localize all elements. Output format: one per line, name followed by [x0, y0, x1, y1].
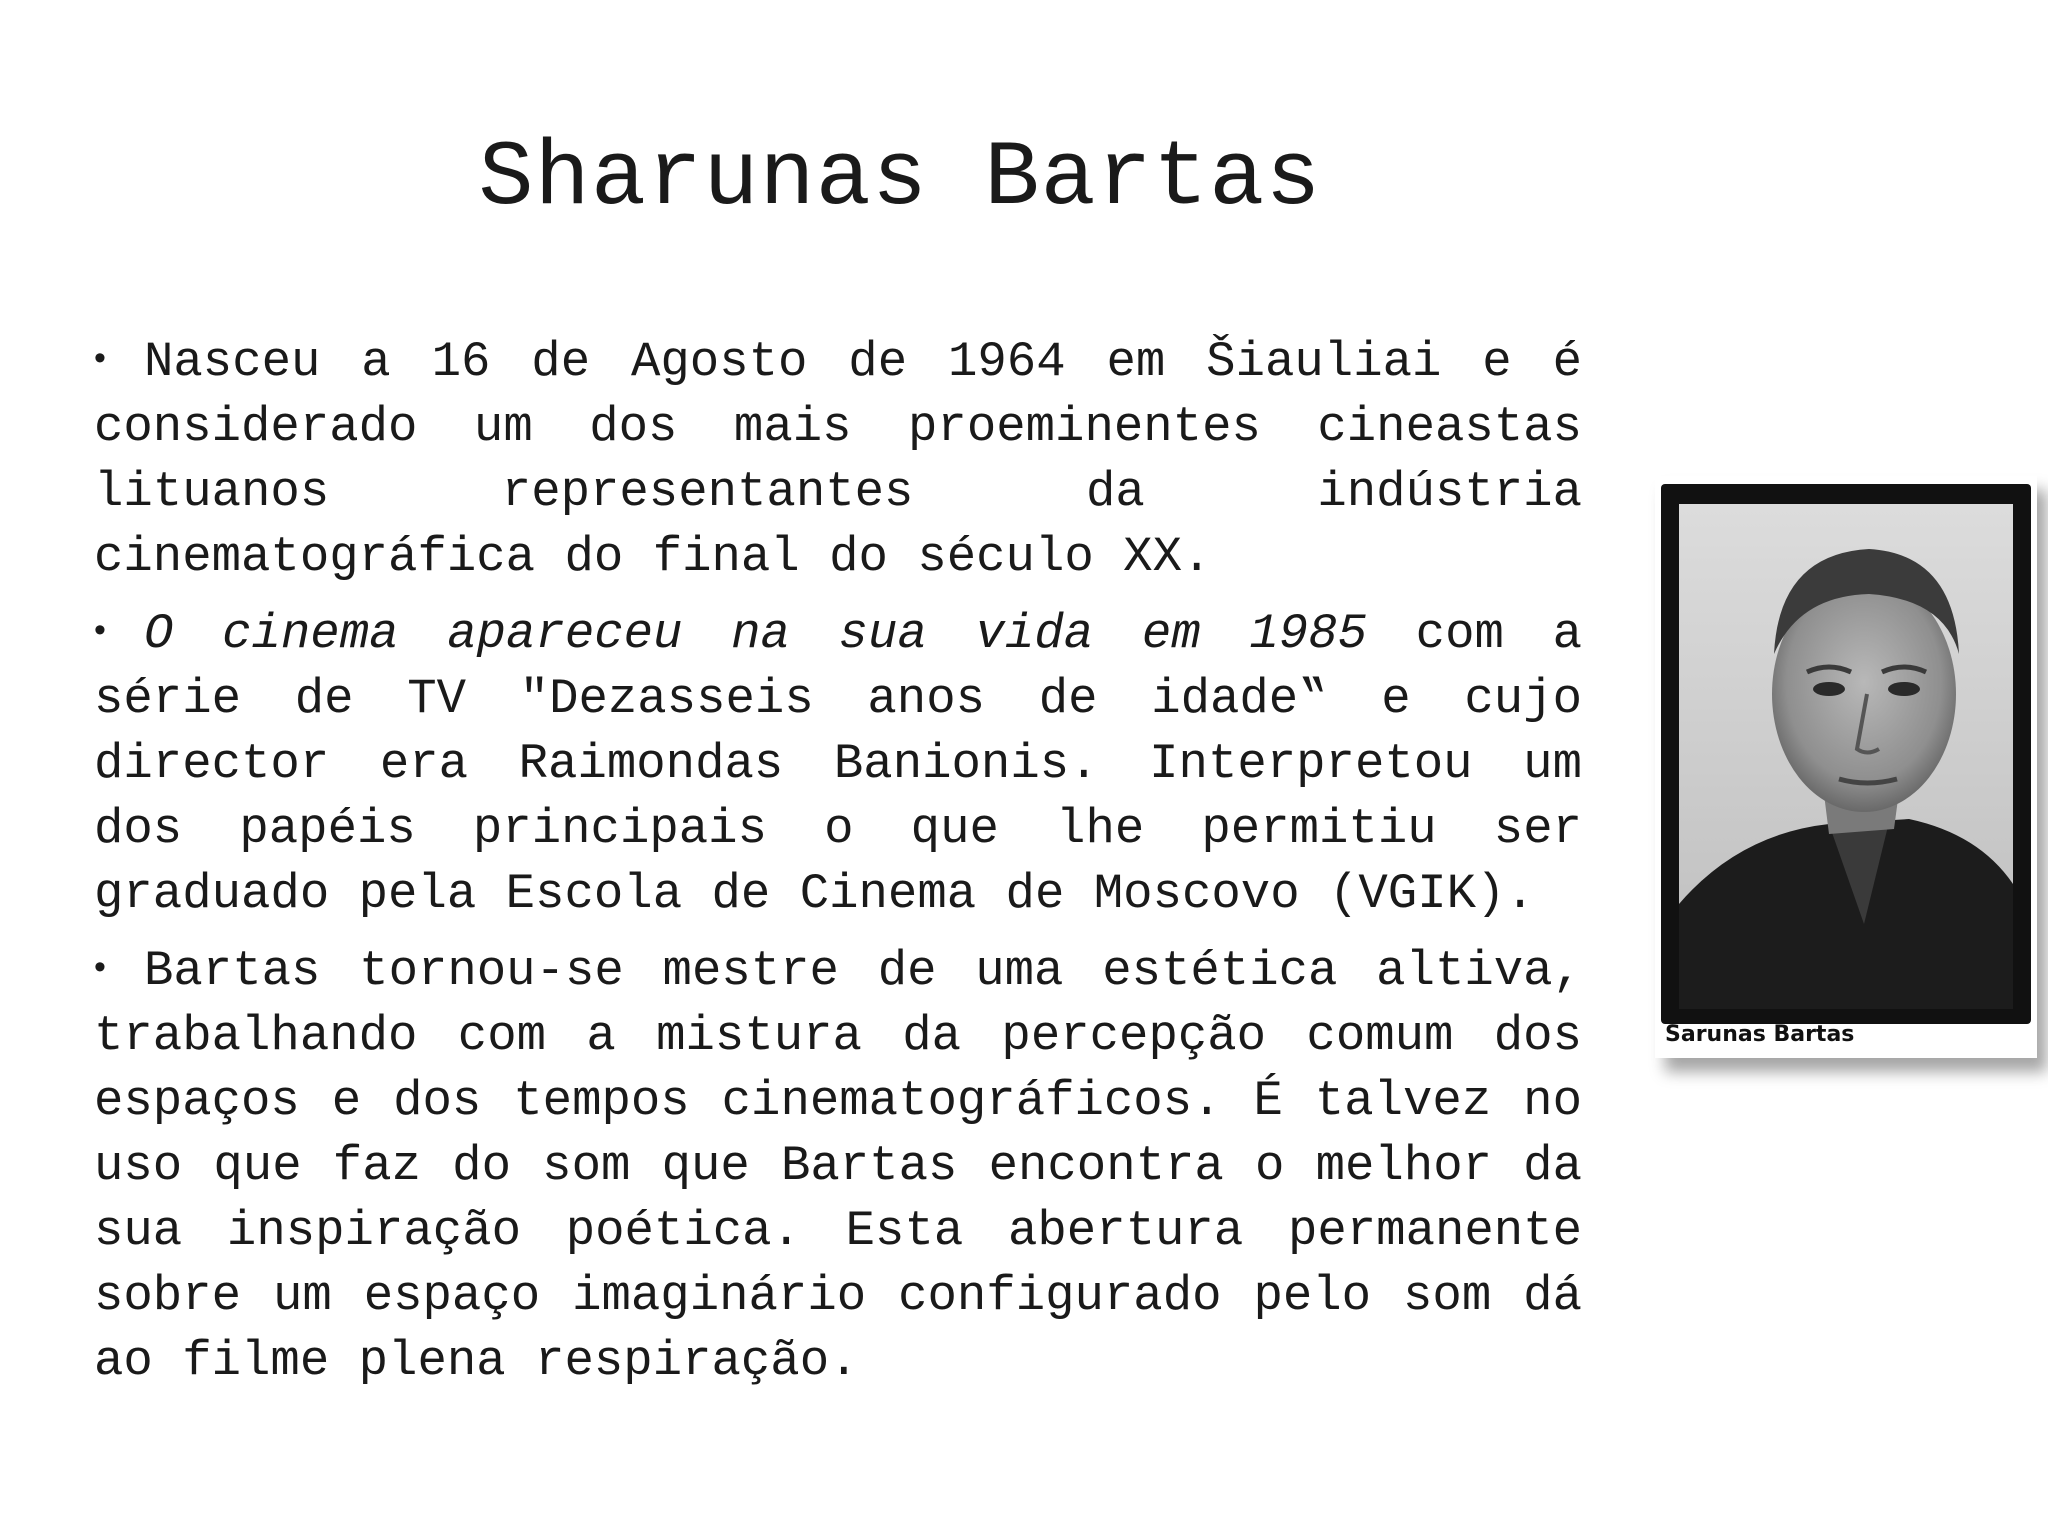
bullet-list	[94, 330, 1582, 1406]
bullet-text: Bartas tornou-se mestre de uma estética altiva, trabalhando com a mistura da percepção comum dos espaços e dos tempos cinematográficos. É talvez no uso que faz do som que Bartas encontra o melhor da sua inspiração poética. Esta abertura permanente sobre um espaço imaginário configurado pelo som dá ao filme plena respiração.	[94, 943, 1582, 1389]
portrait-image	[1679, 504, 2013, 1009]
bullet-dot-icon: •	[94, 611, 106, 649]
portrait-photo	[1655, 476, 2037, 1058]
bullet-text: com a série de TV "Dezasseis anos de idade‟ e cujo director era Raimondas Banionis. Interpretou um dos papéis principais o que lhe permitiu ser graduado pela Escola de Cinema de Moscovo (VGIK).	[94, 606, 1582, 922]
bullet-italic-text: O cinema apareceu na sua vida em 1985	[144, 606, 1367, 662]
bullet-dot-icon: •	[94, 339, 106, 377]
slide-title: Sharunas Bartas	[478, 126, 1322, 231]
photo-frame	[1661, 484, 2031, 1024]
photo-caption: Sarunas Bartas	[1665, 1022, 1855, 1047]
bullet-dot-icon: •	[94, 948, 106, 986]
portrait-illustration	[1679, 504, 2013, 1009]
bullet-item-birth	[94, 330, 1582, 590]
bullet-item-aesthetic	[94, 939, 1582, 1394]
bullet-item-cinema-start	[94, 602, 1582, 927]
bullet-text: Nasceu a 16 de Agosto de 1964 em Šiauliai e é considerado um dos mais proeminentes cineastas lituanos representantes da indústria cinematográfica do final do século XX.	[94, 334, 1582, 585]
